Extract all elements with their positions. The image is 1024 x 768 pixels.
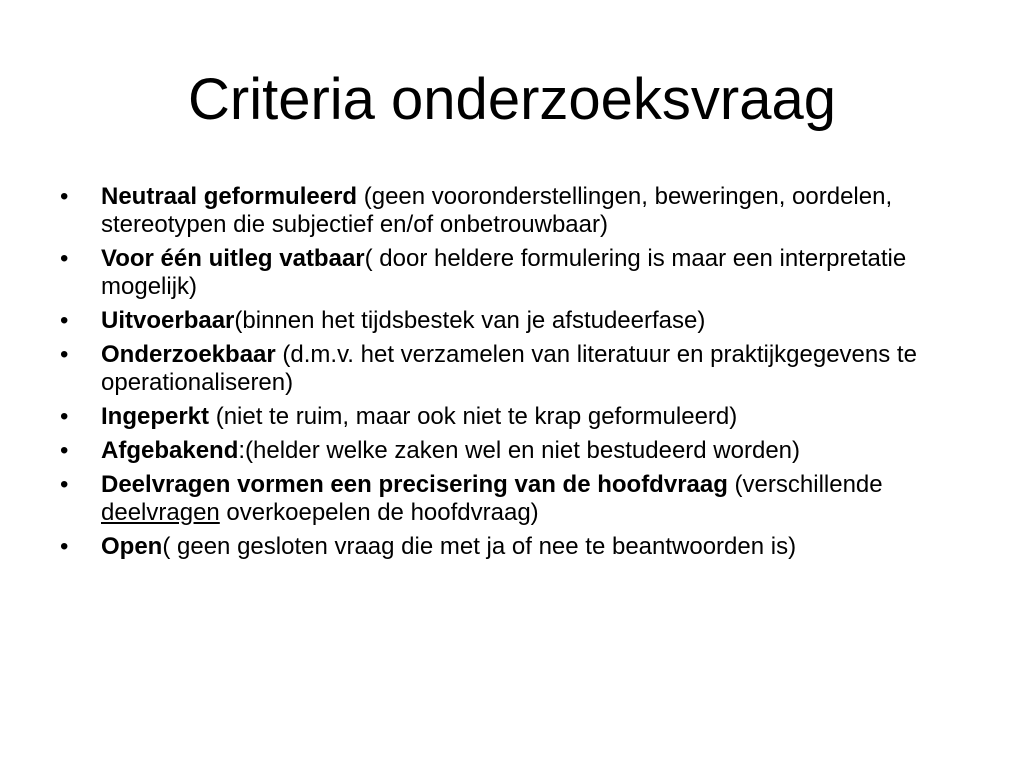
item-description: (d.m.v. het verzamelen van literatuur en praktijkgegevens te operationaliseren) <box>101 341 917 396</box>
list-item-deelvragen <box>60 471 960 527</box>
list-item-ingeperkt <box>60 403 960 431</box>
bullet-icon: • <box>60 183 69 210</box>
item-term: Voor één uitleg vatbaar <box>101 245 365 272</box>
item-term: Open <box>101 533 163 560</box>
item-description: ( geen gesloten vraag die met ja of nee te beantwoorden is) <box>162 533 797 560</box>
item-term: Afgebakend <box>101 437 239 464</box>
bullet-icon: • <box>60 245 69 272</box>
bullet-icon: • <box>60 437 69 464</box>
item-term: Uitvoerbaar <box>101 307 235 334</box>
item-term: Deelvragen vormen een precisering van de hoofdvraag <box>101 471 728 498</box>
bullet-icon: • <box>60 403 69 430</box>
list-item-uitvoerbaar <box>60 307 960 335</box>
criteria-list <box>60 183 960 567</box>
bullet-icon: • <box>60 341 69 368</box>
item-description: (niet te ruim, maar ook niet te krap geformuleerd) <box>209 403 738 430</box>
item-term: Onderzoekbaar <box>101 341 276 368</box>
item-term: Neutraal geformuleerd <box>101 183 358 210</box>
item-description-end: overkoepelen de hoofdvraag) <box>219 499 539 526</box>
item-description: :(helder welke zaken wel en niet bestudeerd worden) <box>238 437 801 464</box>
underlined-term: deelvragen <box>101 499 220 526</box>
list-item-afgebakend <box>60 437 960 465</box>
list-item-uitleg <box>60 245 960 301</box>
list-item-onderzoekbaar <box>60 341 960 397</box>
bullet-icon: • <box>60 533 69 560</box>
bullet-icon: • <box>60 307 69 334</box>
bullet-icon: • <box>60 471 69 498</box>
item-term: Ingeperkt <box>101 403 210 430</box>
item-description: (binnen het tijdsbestek van je afstudeerfase) <box>234 307 706 334</box>
list-item-neutraal <box>60 183 960 239</box>
item-description: (geen vooronderstellingen, beweringen, oordelen, stereotypen die subjectief en/of onbetrouwbaar) <box>101 183 893 238</box>
slide-title: Criteria onderzoeksvraag <box>188 67 836 132</box>
item-description: ( door heldere formulering is maar een interpretatie mogelijk) <box>101 245 907 300</box>
list-item-open <box>60 533 960 561</box>
item-description-start: (verschillende <box>727 471 883 498</box>
